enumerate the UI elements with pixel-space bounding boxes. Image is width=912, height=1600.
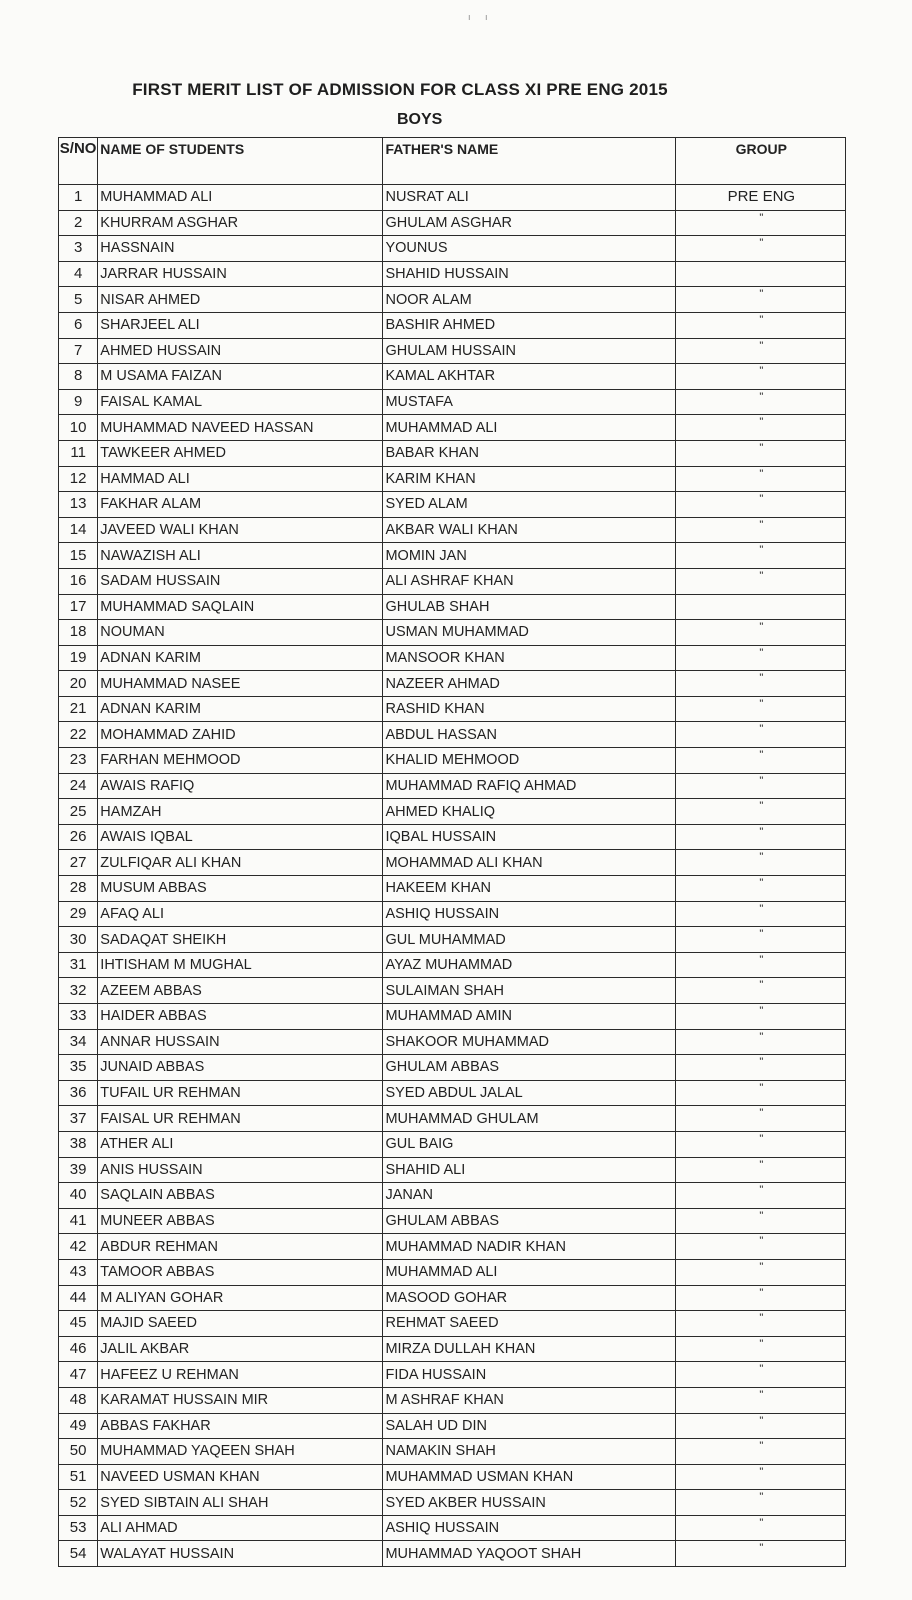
table-row (59, 1311, 846, 1337)
table-row (59, 1464, 846, 1490)
father-name: MOHAMMAD ALI KHAN (383, 850, 675, 876)
group-cell: " (675, 389, 845, 415)
student-name: AWAIS IQBAL (98, 824, 383, 850)
student-name: SAQLAIN ABBAS (98, 1183, 383, 1209)
student-name: MAJID SAEED (98, 1311, 383, 1337)
student-name: KHURRAM ASGHAR (98, 210, 383, 236)
group-cell: " (675, 1387, 845, 1413)
student-name: MUSUM ABBAS (98, 876, 383, 902)
row-sno: 6 (59, 312, 98, 338)
table-row (59, 1055, 846, 1081)
row-sno: 16 (59, 568, 98, 594)
student-name: FAISAL KAMAL (98, 389, 383, 415)
row-sno: 21 (59, 696, 98, 722)
student-name: HAIDER ABBAS (98, 1004, 383, 1030)
student-name: AFAQ ALI (98, 901, 383, 927)
row-sno: 50 (59, 1439, 98, 1465)
student-name: JALIL AKBAR (98, 1336, 383, 1362)
group-cell: " (675, 1464, 845, 1490)
student-name: JAVEED WALI KHAN (98, 517, 383, 543)
row-sno: 28 (59, 876, 98, 902)
table-row (59, 415, 846, 441)
father-name: GHULAB SHAH (383, 594, 675, 620)
group-cell: " (675, 696, 845, 722)
student-name: ALI AHMAD (98, 1515, 383, 1541)
row-sno: 54 (59, 1541, 98, 1567)
father-name: FIDA HUSSAIN (383, 1362, 675, 1388)
row-sno: 9 (59, 389, 98, 415)
table-row (59, 492, 846, 518)
student-name: HASSNAIN (98, 236, 383, 262)
group-cell: " (675, 338, 845, 364)
group-cell: " (675, 1336, 845, 1362)
table-row (59, 645, 846, 671)
table-row (59, 1362, 846, 1388)
table-row (59, 312, 846, 338)
group-cell: " (675, 440, 845, 466)
group-cell: " (675, 1311, 845, 1337)
student-name: TUFAIL UR REHMAN (98, 1080, 383, 1106)
row-sno: 47 (59, 1362, 98, 1388)
father-name: SYED ABDUL JALAL (383, 1080, 675, 1106)
father-name: MUHAMMAD ALI (383, 1259, 675, 1285)
student-name: IHTISHAM M MUGHAL (98, 952, 383, 978)
group-cell: " (675, 492, 845, 518)
table-row (59, 338, 846, 364)
father-name: GHULAM ASGHAR (383, 210, 675, 236)
father-name: GUL BAIG (383, 1131, 675, 1157)
student-name: NAVEED USMAN KHAN (98, 1464, 383, 1490)
group-cell: " (675, 236, 845, 262)
student-name: ANNAR HUSSAIN (98, 1029, 383, 1055)
table-row (59, 1490, 846, 1516)
group-cell: " (675, 927, 845, 953)
father-name: AHMED KHALIQ (383, 799, 675, 825)
group-cell: " (675, 543, 845, 569)
group-cell: " (675, 517, 845, 543)
row-sno: 17 (59, 594, 98, 620)
table-row (59, 210, 846, 236)
father-name: NUSRAT ALI (383, 185, 675, 211)
table-row (59, 1413, 846, 1439)
group-cell: " (675, 748, 845, 774)
table-row (59, 799, 846, 825)
table-row (59, 722, 846, 748)
row-sno: 3 (59, 236, 98, 262)
table-row (59, 1387, 846, 1413)
father-name: MUHAMMAD NADIR KHAN (383, 1234, 675, 1260)
student-name: SHARJEEL ALI (98, 312, 383, 338)
row-sno: 2 (59, 210, 98, 236)
father-name: NAZEER AHMAD (383, 671, 675, 697)
group-cell: " (675, 1029, 845, 1055)
student-name: HAMZAH (98, 799, 383, 825)
group-cell: " (675, 210, 845, 236)
father-name: GHULAM ABBAS (383, 1055, 675, 1081)
group-cell: " (675, 287, 845, 313)
row-sno: 31 (59, 952, 98, 978)
father-name: MUHAMMAD RAFIQ AHMAD (383, 773, 675, 799)
father-name: NOOR ALAM (383, 287, 675, 313)
group-cell: " (675, 799, 845, 825)
row-sno: 18 (59, 620, 98, 646)
table-row (59, 1004, 846, 1030)
student-name: HAMMAD ALI (98, 466, 383, 492)
father-name: REHMAT SAEED (383, 1311, 675, 1337)
row-sno: 40 (59, 1183, 98, 1209)
table-row (59, 978, 846, 1004)
father-name: SULAIMAN SHAH (383, 978, 675, 1004)
scan-speck: ı ı (468, 12, 494, 22)
student-name: MUHAMMAD ALI (98, 185, 383, 211)
table-row (59, 927, 846, 953)
father-name: ASHIQ HUSSAIN (383, 1515, 675, 1541)
student-name: MUHAMMAD NAVEED HASSAN (98, 415, 383, 441)
table-row (59, 1234, 846, 1260)
father-name: AKBAR WALI KHAN (383, 517, 675, 543)
table-row (59, 594, 846, 620)
father-name: MUSTAFA (383, 389, 675, 415)
group-cell: " (675, 312, 845, 338)
student-name: FAKHAR ALAM (98, 492, 383, 518)
row-sno: 20 (59, 671, 98, 697)
row-sno: 1 (59, 185, 98, 211)
row-sno: 25 (59, 799, 98, 825)
row-sno: 39 (59, 1157, 98, 1183)
student-name: JARRAR HUSSAIN (98, 261, 383, 287)
student-name: AZEEM ABBAS (98, 978, 383, 1004)
row-sno: 32 (59, 978, 98, 1004)
father-name: MASOOD GOHAR (383, 1285, 675, 1311)
row-sno: 13 (59, 492, 98, 518)
group-cell: " (675, 1004, 845, 1030)
student-name: AHMED HUSSAIN (98, 338, 383, 364)
father-name: SHAHID ALI (383, 1157, 675, 1183)
father-name: MIRZA DULLAH KHAN (383, 1336, 675, 1362)
father-name: KHALID MEHMOOD (383, 748, 675, 774)
row-sno: 38 (59, 1131, 98, 1157)
group-cell: " (675, 773, 845, 799)
row-sno: 45 (59, 1311, 98, 1337)
father-name: ASHIQ HUSSAIN (383, 901, 675, 927)
row-sno: 7 (59, 338, 98, 364)
student-name: NISAR AHMED (98, 287, 383, 313)
student-name: NOUMAN (98, 620, 383, 646)
father-name: MOMIN JAN (383, 543, 675, 569)
father-name: M ASHRAF KHAN (383, 1387, 675, 1413)
table-row (59, 1157, 846, 1183)
student-name: AWAIS RAFIQ (98, 773, 383, 799)
table-row (59, 1439, 846, 1465)
table-row (59, 568, 846, 594)
father-name: SHAHID HUSSAIN (383, 261, 675, 287)
father-name: KARIM KHAN (383, 466, 675, 492)
group-cell: " (675, 1157, 845, 1183)
column-header-group: GROUP (675, 138, 845, 185)
table-row (59, 1183, 846, 1209)
table-row (59, 517, 846, 543)
group-cell: " (675, 901, 845, 927)
group-cell: " (675, 568, 845, 594)
group-cell: " (675, 952, 845, 978)
student-name: WALAYAT HUSSAIN (98, 1541, 383, 1567)
group-cell: " (675, 1055, 845, 1081)
group-cell: " (675, 1183, 845, 1209)
table-row (59, 1259, 846, 1285)
father-name: HAKEEM KHAN (383, 876, 675, 902)
student-name: ABBAS FAKHAR (98, 1413, 383, 1439)
table-row (59, 850, 846, 876)
row-sno: 12 (59, 466, 98, 492)
table-row (59, 952, 846, 978)
row-sno: 11 (59, 440, 98, 466)
father-name: MUHAMMAD USMAN KHAN (383, 1464, 675, 1490)
table-row (59, 466, 846, 492)
row-sno: 43 (59, 1259, 98, 1285)
table-row (59, 696, 846, 722)
table-header-row (59, 138, 846, 185)
student-name: ZULFIQAR ALI KHAN (98, 850, 383, 876)
page-subtitle: BOYS (397, 111, 443, 128)
row-sno: 49 (59, 1413, 98, 1439)
table-row (59, 1541, 846, 1567)
column-header-sno: S/NO (59, 138, 98, 185)
group-cell: " (675, 1234, 845, 1260)
table-row (59, 773, 846, 799)
table-row (59, 1208, 846, 1234)
row-sno: 27 (59, 850, 98, 876)
father-name: SYED ALAM (383, 492, 675, 518)
table-row (59, 620, 846, 646)
group-cell: " (675, 364, 845, 390)
group-cell: " (675, 645, 845, 671)
row-sno: 23 (59, 748, 98, 774)
row-sno: 42 (59, 1234, 98, 1260)
row-sno: 48 (59, 1387, 98, 1413)
table-row (59, 1131, 846, 1157)
father-name: MUHAMMAD AMIN (383, 1004, 675, 1030)
table-body (59, 185, 846, 1567)
student-name: SADAM HUSSAIN (98, 568, 383, 594)
table-row (59, 1336, 846, 1362)
group-cell: " (675, 824, 845, 850)
group-cell: " (675, 620, 845, 646)
table-row (59, 1029, 846, 1055)
father-name: MANSOOR KHAN (383, 645, 675, 671)
student-name: ADNAN KARIM (98, 696, 383, 722)
student-name: ABDUR REHMAN (98, 1234, 383, 1260)
father-name: RASHID KHAN (383, 696, 675, 722)
group-cell: " (675, 722, 845, 748)
father-name: SALAH UD DIN (383, 1413, 675, 1439)
table-row (59, 543, 846, 569)
father-name: USMAN MUHAMMAD (383, 620, 675, 646)
row-sno: 29 (59, 901, 98, 927)
group-cell: " (675, 1285, 845, 1311)
father-name: MUHAMMAD YAQOOT SHAH (383, 1541, 675, 1567)
row-sno: 46 (59, 1336, 98, 1362)
row-sno: 14 (59, 517, 98, 543)
group-cell: " (675, 1515, 845, 1541)
table-row (59, 901, 846, 927)
table-row (59, 1285, 846, 1311)
student-name: FARHAN MEHMOOD (98, 748, 383, 774)
table-row (59, 1080, 846, 1106)
group-cell (675, 261, 845, 287)
father-name: NAMAKIN SHAH (383, 1439, 675, 1465)
student-name: KARAMAT HUSSAIN MIR (98, 1387, 383, 1413)
group-cell (675, 594, 845, 620)
row-sno: 34 (59, 1029, 98, 1055)
table-row (59, 287, 846, 313)
group-cell: " (675, 466, 845, 492)
student-name: JUNAID ABBAS (98, 1055, 383, 1081)
row-sno: 19 (59, 645, 98, 671)
row-sno: 52 (59, 1490, 98, 1516)
student-name: M ALIYAN GOHAR (98, 1285, 383, 1311)
table-row (59, 236, 846, 262)
father-name: GHULAM ABBAS (383, 1208, 675, 1234)
group-cell: " (675, 1541, 845, 1567)
row-sno: 26 (59, 824, 98, 850)
group-cell: " (675, 671, 845, 697)
group-cell: " (675, 1131, 845, 1157)
table-row (59, 1106, 846, 1132)
row-sno: 36 (59, 1080, 98, 1106)
group-cell: " (675, 978, 845, 1004)
group-cell: " (675, 1106, 845, 1132)
row-sno: 44 (59, 1285, 98, 1311)
student-name: NAWAZISH ALI (98, 543, 383, 569)
row-sno: 35 (59, 1055, 98, 1081)
father-name: IQBAL HUSSAIN (383, 824, 675, 850)
table-row (59, 876, 846, 902)
father-name: BASHIR AHMED (383, 312, 675, 338)
row-sno: 24 (59, 773, 98, 799)
column-header-father: FATHER'S NAME (383, 138, 675, 185)
student-name: M USAMA FAIZAN (98, 364, 383, 390)
row-sno: 4 (59, 261, 98, 287)
student-name: MUHAMMAD YAQEEN SHAH (98, 1439, 383, 1465)
student-name: MUHAMMAD NASEE (98, 671, 383, 697)
group-cell: " (675, 1439, 845, 1465)
row-sno: 5 (59, 287, 98, 313)
row-sno: 33 (59, 1004, 98, 1030)
father-name: KAMAL AKHTAR (383, 364, 675, 390)
table-row (59, 389, 846, 415)
student-name: SADAQAT SHEIKH (98, 927, 383, 953)
group-cell: " (675, 850, 845, 876)
student-name: MUNEER ABBAS (98, 1208, 383, 1234)
group-cell: " (675, 1080, 845, 1106)
page-title: FIRST MERIT LIST OF ADMISSION FOR CLASS XI PRE ENG 2015 (132, 80, 668, 99)
table-row (59, 364, 846, 390)
row-sno: 30 (59, 927, 98, 953)
student-name: MUHAMMAD SAQLAIN (98, 594, 383, 620)
group-cell: " (675, 876, 845, 902)
row-sno: 53 (59, 1515, 98, 1541)
group-cell: " (675, 1490, 845, 1516)
student-name: FAISAL UR REHMAN (98, 1106, 383, 1132)
student-name: TAMOOR ABBAS (98, 1259, 383, 1285)
student-name: ADNAN KARIM (98, 645, 383, 671)
father-name: ALI ASHRAF KHAN (383, 568, 675, 594)
merit-list-table (58, 137, 846, 1567)
father-name: SYED AKBER HUSSAIN (383, 1490, 675, 1516)
student-name: MOHAMMAD ZAHID (98, 722, 383, 748)
table-row (59, 748, 846, 774)
student-name: ATHER ALI (98, 1131, 383, 1157)
father-name: JANAN (383, 1183, 675, 1209)
father-name: MUHAMMAD ALI (383, 415, 675, 441)
table-row (59, 261, 846, 287)
row-sno: 37 (59, 1106, 98, 1132)
table-row (59, 185, 846, 211)
table-row (59, 671, 846, 697)
group-cell: " (675, 1413, 845, 1439)
group-cell: " (675, 1362, 845, 1388)
father-name: BABAR KHAN (383, 440, 675, 466)
row-sno: 8 (59, 364, 98, 390)
father-name: SHAKOOR MUHAMMAD (383, 1029, 675, 1055)
father-name: GHULAM HUSSAIN (383, 338, 675, 364)
father-name: ABDUL HASSAN (383, 722, 675, 748)
row-sno: 22 (59, 722, 98, 748)
group-cell: " (675, 1259, 845, 1285)
father-name: YOUNUS (383, 236, 675, 262)
student-name: TAWKEER AHMED (98, 440, 383, 466)
student-name: SYED SIBTAIN ALI SHAH (98, 1490, 383, 1516)
row-sno: 51 (59, 1464, 98, 1490)
table-row (59, 824, 846, 850)
table-row (59, 1515, 846, 1541)
group-cell: " (675, 1208, 845, 1234)
row-sno: 10 (59, 415, 98, 441)
column-header-name: NAME OF STUDENTS (98, 138, 383, 185)
father-name: GUL MUHAMMAD (383, 927, 675, 953)
group-cell: PRE ENG (675, 185, 845, 211)
table-row (59, 440, 846, 466)
group-cell: " (675, 415, 845, 441)
student-name: HAFEEZ U REHMAN (98, 1362, 383, 1388)
student-name: ANIS HUSSAIN (98, 1157, 383, 1183)
father-name: AYAZ MUHAMMAD (383, 952, 675, 978)
row-sno: 15 (59, 543, 98, 569)
row-sno: 41 (59, 1208, 98, 1234)
father-name: MUHAMMAD GHULAM (383, 1106, 675, 1132)
